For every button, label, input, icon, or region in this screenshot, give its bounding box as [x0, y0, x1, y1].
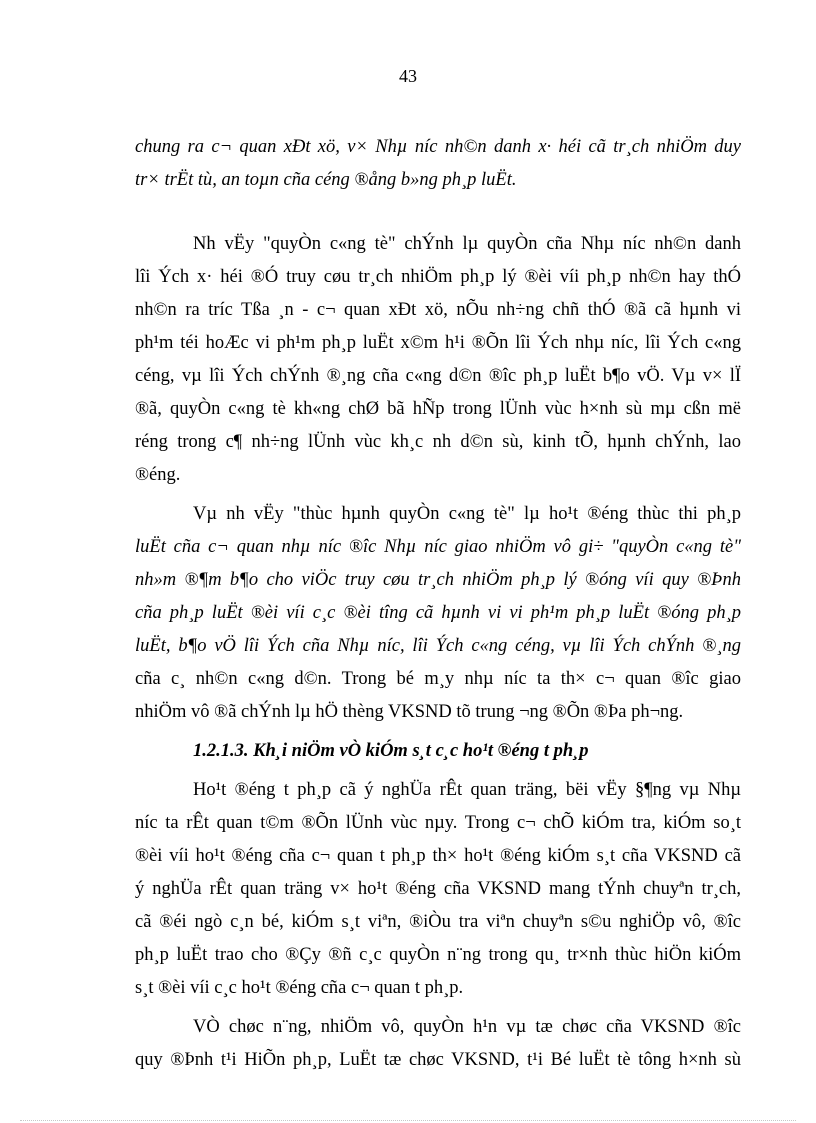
body-line: s¸t ®èi víi c¸c ho¹t ®éng cña c¬ quan t ph¸p.	[135, 978, 464, 998]
body-line: cña ph¸p luËt ®èi víi c¸c ®èi tîng cã hµnh vi vi ph¹m ph¸p luËt ®óng ph¸p	[135, 603, 741, 623]
body-line: ý nghÜa rÊt quan träng v× ho¹t ®éng cña VKSND mang tÝnh chuyªn tr¸ch,	[135, 879, 741, 899]
page-number: 43	[399, 66, 417, 86]
body-line: Ho¹t ®éng t ph¸p cã ý nghÜa rÊt quan träng, bëi vËy §¶ng vµ Nhµ	[193, 780, 741, 800]
body-line: ®èi víi ho¹t ®éng cña c¬ quan t ph¸p th× ho¹t ®éng kiÓm s¸t cña VKSND cã	[135, 846, 741, 866]
body-line: ®ã, quyÒn c«ng tè kh«ng chØ bã hÑp trong lÜnh vùc h×nh sù mµ cßn më	[135, 399, 741, 419]
body-line: Nh vËy "quyÒn c«ng tè" chÝnh lµ quyÒn cña Nhµ níc nh©n danh	[193, 234, 741, 254]
body-line: luËt, b¶o vÖ lîi Ých cña Nhµ níc, lîi Ých c«ng céng, vµ lîi Ých chÝnh ®¸ng	[135, 636, 741, 656]
body-line: ph¹m téi hoÆc vi ph¹m ph¸p luËt x©m h¹i ®Õn lîi Ých nhµ níc, lîi Ých c«ng	[135, 333, 741, 353]
body-line: chung ra c¬ quan xÐt xö, v× Nhµ níc nh©n danh x· héi cã tr¸ch nhiÖm duy	[135, 137, 741, 157]
body-line: lîi Ých x· héi ®Ó truy cøu tr¸ch nhiÖm ph¸p lý ®èi víi ph¸p nh©n hay thÓ	[135, 267, 741, 287]
body-line: cña c¸ nh©n c«ng d©n. Trong bé m¸y nhµ níc ta th× c¬ quan ®îc giao	[135, 669, 741, 689]
body-line: nh»m ®¶m b¶o cho viÖc truy cøu tr¸ch nhiÖm ph¸p lý ®óng víi quy ®Þnh	[135, 570, 741, 590]
body-line: cã ®éi ngò c¸n bé, kiÓm s¸t viªn, ®iÒu tra viªn chuyªn s©u nghiÖp vô, ®îc	[135, 912, 741, 932]
body-line: luËt cña c¬ quan nhµ níc ®îc Nhµ níc giao nhiÖm vô gi÷ "quyÒn c«ng tè"	[135, 537, 741, 557]
body-line: céng, vµ lîi Ých chÝnh ®¸ng cña c«ng d©n ®îc ph¸p luËt b¶o vÖ. Vµ v× lÏ	[135, 366, 741, 386]
body-line: VÒ chøc n¨ng, nhiÖm vô, quyÒn h¹n vµ tæ chøc cña VKSND ®îc	[193, 1017, 741, 1037]
section-heading: 1.2.1.3. Kh¸i niÖm vÒ kiÓm s¸t c¸c ho¹t ®éng t ph¸p	[193, 741, 589, 761]
body-line: nh©n ra tríc Tßa ¸n - c¬ quan xÐt xö, nÕu nh÷ng chñ thÓ ®ã cã hµnh vi	[135, 300, 741, 320]
body-line: quy ®Þnh t¹i HiÕn ph¸p, LuËt tæ chøc VKSND, t¹i Bé luËt tè tông h×nh sù	[135, 1050, 741, 1070]
body-line: tr× trËt tù, an toµn cña céng ®ång b»ng ph¸p luËt.	[135, 170, 517, 190]
body-line: Vµ nh vËy "thùc hµnh quyÒn c«ng tè" lµ ho¹t ®éng thùc thi ph¸p	[193, 504, 741, 524]
body-line: níc ta rÊt quan t©m ®Õn lÜnh vùc nµy. Trong c¬ chÕ kiÓm tra, kiÓm so¸t	[135, 813, 741, 833]
body-line: ph¸p luËt trao cho ®Çy ®ñ c¸c quyÒn n¨ng trong qu¸ tr×nh thùc hiÖn kiÓm	[135, 945, 741, 965]
page-bottom-rule	[20, 1120, 796, 1121]
body-line: réng trong c¶ nh÷ng lÜnh vùc kh¸c nh d©n sù, kinh tÕ, hµnh chÝnh, lao	[135, 432, 741, 452]
body-line: ®éng.	[135, 465, 181, 485]
body-line: nhiÖm vô ®ã chÝnh lµ hÖ thèng VKSND tõ trung ¬ng ®Õn ®Þa ph¬ng.	[135, 702, 684, 722]
